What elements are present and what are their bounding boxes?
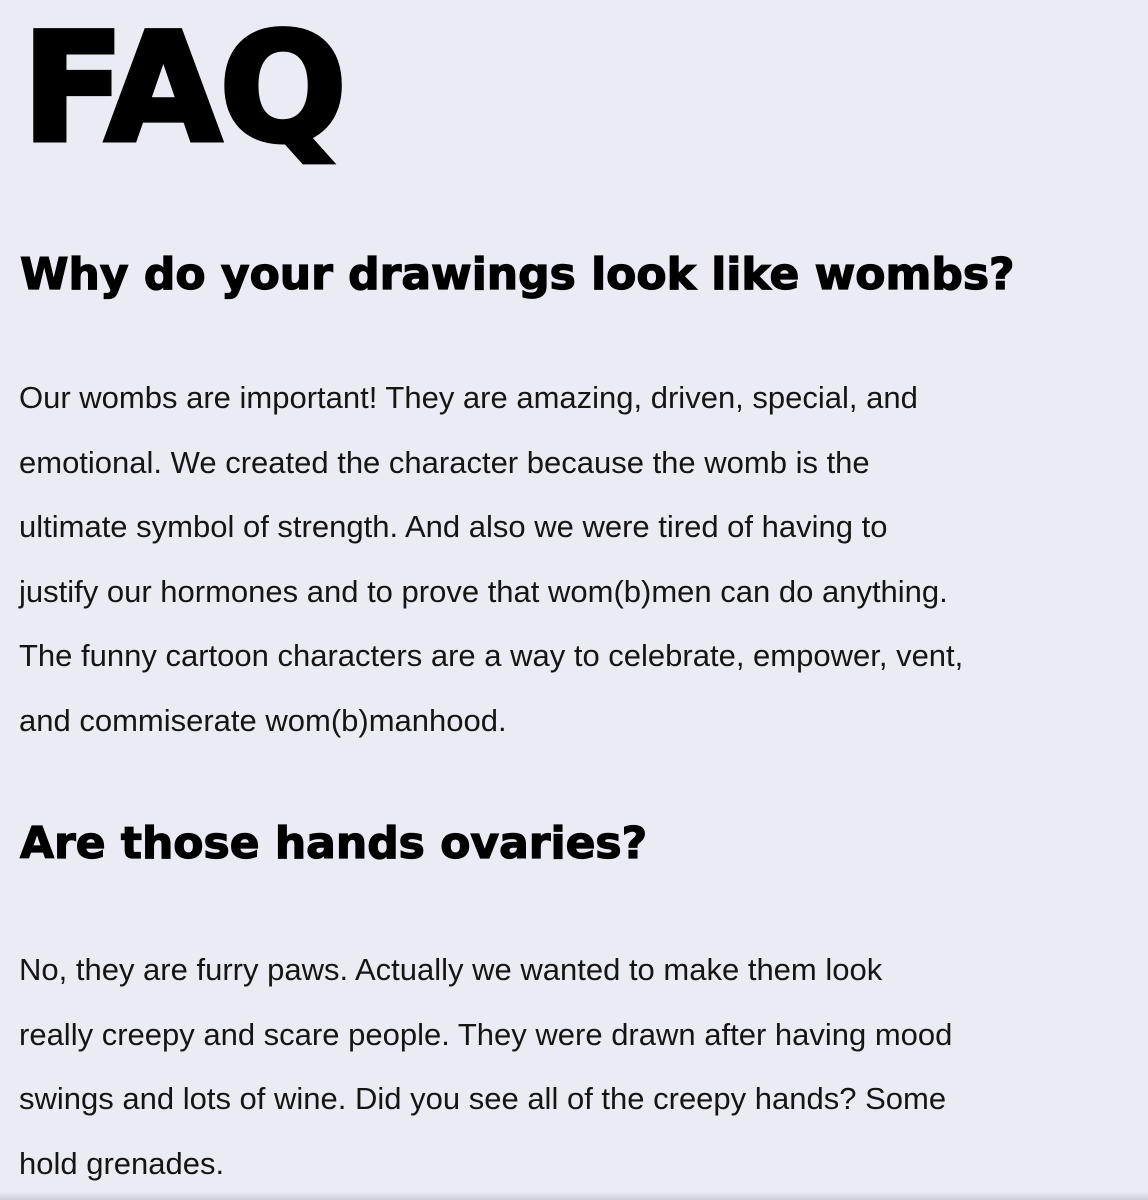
bottom-edge-shadow: [0, 1192, 1148, 1200]
faq-question: Why do your drawings look like wombs?: [20, 249, 1015, 300]
answer-line: really creepy and scare people. They were drawn after having mood: [19, 1016, 953, 1052]
answer-line: The funny cartoon characters are a way to celebrate, empower, vent,: [19, 638, 964, 673]
faq-answer: [19, 938, 1119, 1196]
answer-line: Our wombs are important! They are amazing, driven, special, and: [19, 380, 918, 415]
answer-line: emotional. We created the character because the womb is the: [19, 444, 870, 480]
answer-line: and commiserate wom(b)manhood.: [19, 702, 507, 738]
page-title: FAQ: [22, 2, 345, 176]
answer-line: swings and lots of wine. Did you see all of the creepy hands? Some: [19, 1081, 947, 1116]
answer-line: justify our hormones and to prove that wom(b)men can do anything.: [19, 573, 948, 609]
faq-question: Are those hands ovaries?: [20, 818, 648, 869]
faq-answer: [19, 366, 1119, 753]
answer-line: hold grenades.: [19, 1145, 225, 1181]
answer-line: ultimate symbol of strength. And also we were tired of having to: [19, 509, 888, 544]
answer-line: No, they are furry paws. Actually we wanted to make them look: [19, 952, 883, 987]
